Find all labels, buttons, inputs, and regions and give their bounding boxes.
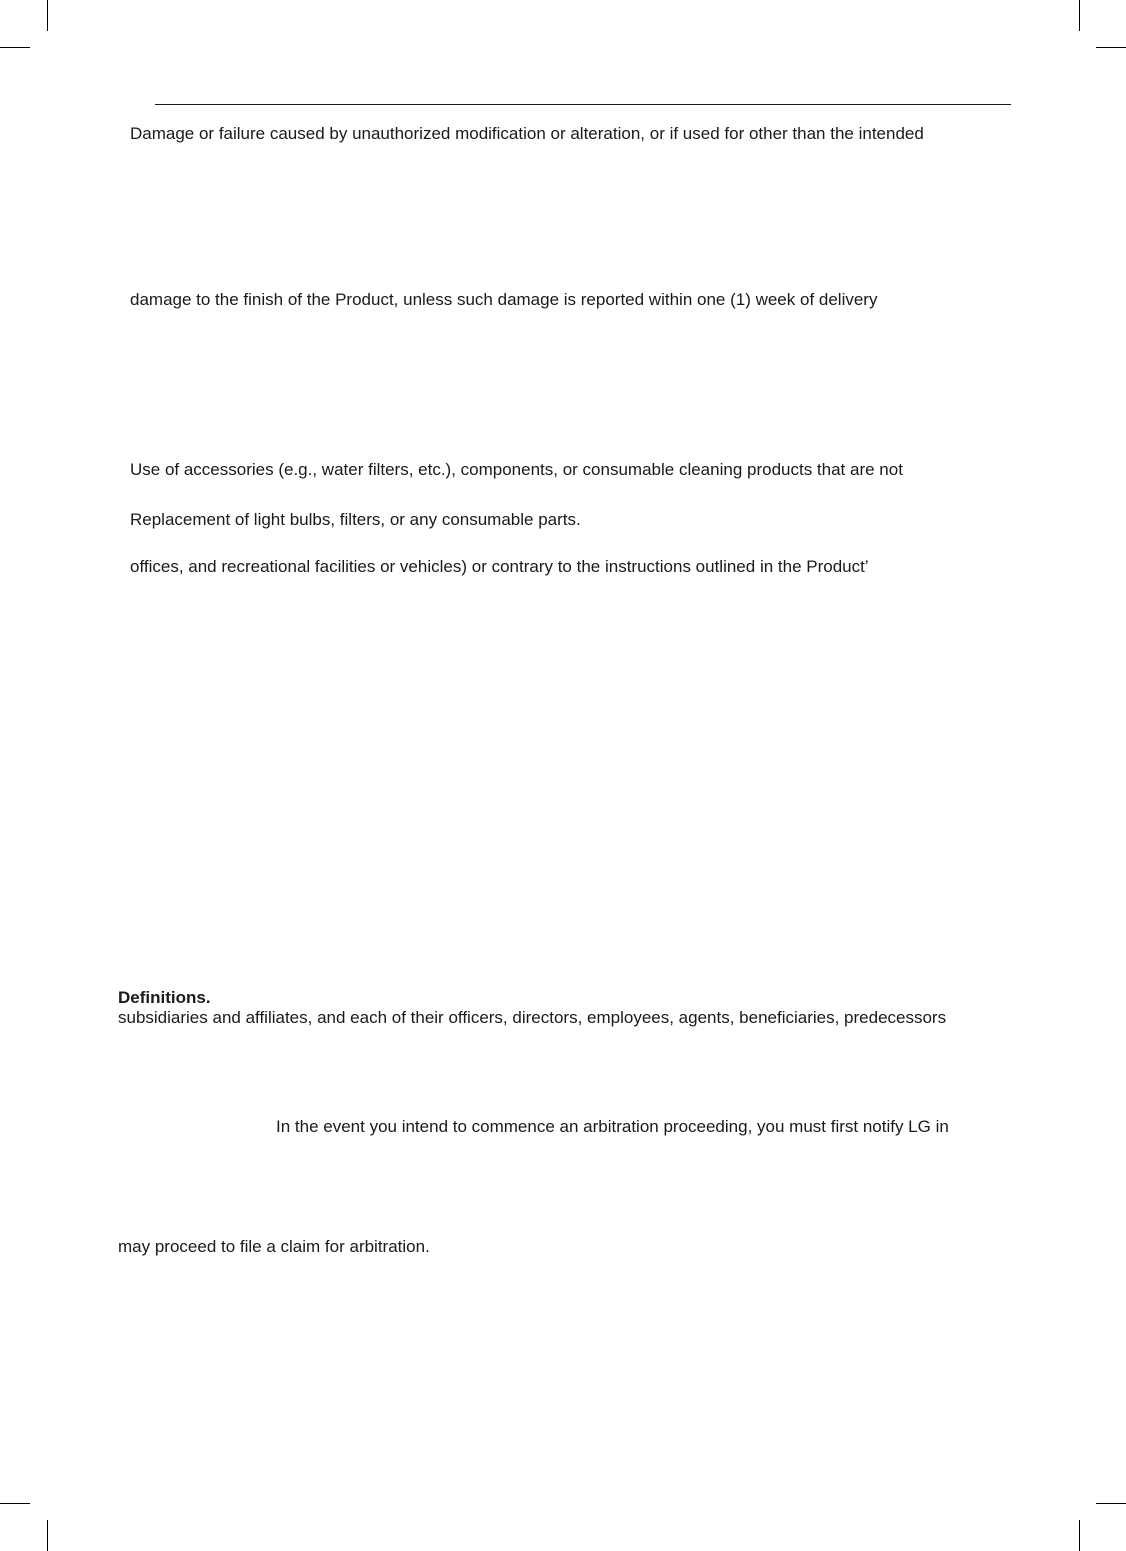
arbitration-proceed-line: may proceed to file a claim for arbitration. <box>118 1237 430 1256</box>
crop-mark-top-left-vertical <box>47 0 48 31</box>
arbitration-notice-line: In the event you intend to commence an arbitration proceeding, you must first notify LG in <box>276 1117 949 1136</box>
crop-mark-bottom-right-vertical <box>1079 1520 1080 1551</box>
exclusion-line-consumables: Replacement of light bulbs, filters, or any consumable parts. <box>130 510 581 529</box>
crop-mark-bottom-left-horizontal <box>0 1503 30 1504</box>
exclusion-line-modification: Damage or failure caused by unauthorized modification or alteration, or if used for other than the intended <box>130 124 924 143</box>
exclusion-line-finish-damage: damage to the finish of the Product, unless such damage is reported within one (1) week of delivery <box>130 290 878 309</box>
crop-mark-top-right-horizontal <box>1096 47 1126 48</box>
definitions-heading: Definitions. <box>118 988 211 1007</box>
exclusion-line-accessories: Use of accessories (e.g., water filters, etc.), components, or consumable cleaning products that are not <box>130 460 903 479</box>
crop-mark-top-left-horizontal <box>0 47 30 48</box>
crop-mark-bottom-right-horizontal <box>1096 1503 1126 1504</box>
crop-mark-top-right-vertical <box>1079 0 1080 31</box>
crop-mark-bottom-left-vertical <box>47 1520 48 1551</box>
exclusion-line-commercial-use: offices, and recreational facilities or vehicles) or contrary to the instructions outlined in the Product’ <box>130 557 869 576</box>
definitions-line: subsidiaries and affiliates, and each of their officers, directors, employees, agents, beneficiaries, predecessors <box>118 1008 947 1027</box>
header-rule <box>155 104 1011 105</box>
